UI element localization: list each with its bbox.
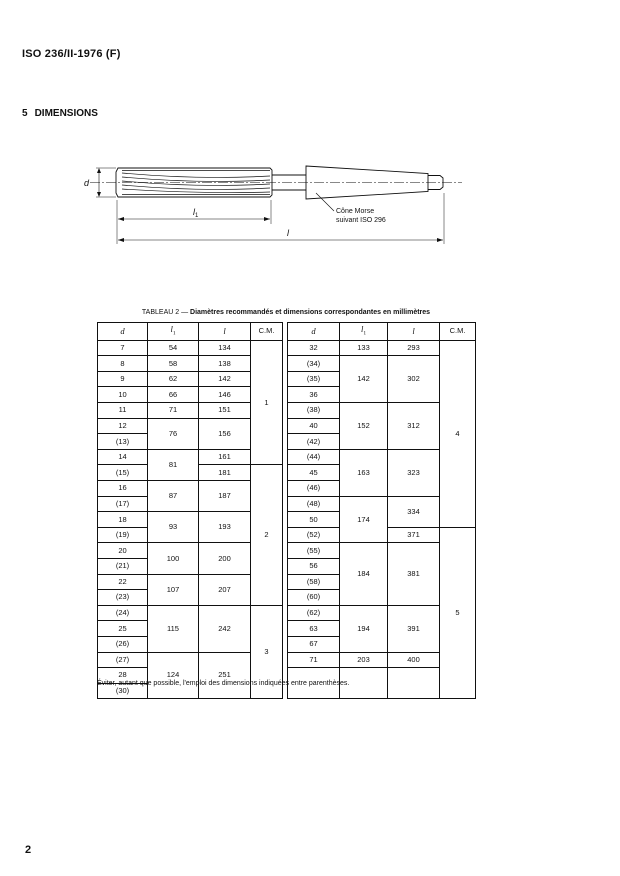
cell-l1: 71 <box>148 403 199 419</box>
document-id: ISO 236/II-1976 (F) <box>22 48 121 60</box>
cell-l-right: 302 <box>388 356 440 403</box>
cell-d: 9 <box>98 371 148 387</box>
cell-d: (21) <box>98 559 148 575</box>
table-row <box>98 605 476 621</box>
cell-d: (15) <box>98 465 148 481</box>
cell-l: 134 <box>199 340 251 356</box>
cell-l1-right: 203 <box>340 652 388 668</box>
cell-d-right: 40 <box>288 418 340 434</box>
table-row <box>98 543 476 559</box>
cell-l1: 124 <box>148 652 199 699</box>
cell-l1-right: 142 <box>340 356 388 403</box>
cell-d: 12 <box>98 418 148 434</box>
cell-l-right: 391 <box>388 605 440 652</box>
table-row <box>98 403 476 419</box>
cell-d-right: (60) <box>288 590 340 606</box>
cell-cm: 2 <box>251 465 283 605</box>
cell-l: 156 <box>199 418 251 449</box>
table-caption-main: Diamètres recommandés et dimensions correspondantes en millimètres <box>190 309 431 316</box>
cell-l: 161 <box>199 449 251 465</box>
cell-d: 18 <box>98 512 148 528</box>
cell-l1: 93 <box>148 512 199 543</box>
cell-d: 11 <box>98 403 148 419</box>
cell-d-right: (35) <box>288 371 340 387</box>
cell-d-right: 63 <box>288 621 340 637</box>
dimensions-table <box>97 322 476 699</box>
header-l1: $l_1$ <box>148 323 199 341</box>
cell-l: 251 <box>199 652 251 699</box>
cell-d: 10 <box>98 387 148 403</box>
cell-l1-right: 152 <box>340 403 388 450</box>
label-d: d <box>84 178 90 188</box>
cell-l1: 115 <box>148 605 199 652</box>
cell-l-right: 312 <box>388 403 440 450</box>
cell-l1: 62 <box>148 371 199 387</box>
header-d: d <box>98 323 148 341</box>
cell-d-right: (46) <box>288 481 340 497</box>
header-l: l <box>199 323 251 341</box>
cell-d-right: (34) <box>288 356 340 372</box>
header-cm: C.M. <box>251 323 283 341</box>
cell-cm-right: 5 <box>440 527 476 699</box>
cell-d: (27) <box>98 652 148 668</box>
cell-d: 22 <box>98 574 148 590</box>
cell-d-right: 36 <box>288 387 340 403</box>
callout-line-1: Cône Morse <box>336 208 375 215</box>
cell-d: (24) <box>98 605 148 621</box>
cell-d-right: (58) <box>288 574 340 590</box>
cell-d-right: (62) <box>288 605 340 621</box>
label-l: l <box>287 228 289 238</box>
cell-l1: 66 <box>148 387 199 403</box>
cell-l-right: 381 <box>388 543 440 605</box>
header-l-right: l <box>388 323 440 341</box>
empty-cell <box>388 668 440 699</box>
cell-l1: 54 <box>148 340 199 356</box>
cell-l: 146 <box>199 387 251 403</box>
cell-l1: 107 <box>148 574 199 605</box>
cell-l-right: 323 <box>388 449 440 496</box>
callout-line-2: suivant ISO 296 <box>336 217 386 224</box>
callout-leader <box>316 193 334 211</box>
cell-d-right: 56 <box>288 559 340 575</box>
cell-d: 14 <box>98 449 148 465</box>
cell-d: 16 <box>98 481 148 497</box>
cell-cm-right: 4 <box>440 340 476 527</box>
cell-d: 20 <box>98 543 148 559</box>
cell-l-right: 334 <box>388 496 440 527</box>
page-number: 2 <box>25 844 32 856</box>
cell-l: 242 <box>199 605 251 652</box>
cell-cm: 3 <box>251 605 283 699</box>
header-d-right: d <box>288 323 340 341</box>
cell-d-right: (38) <box>288 403 340 419</box>
cell-l: 200 <box>199 543 251 574</box>
cell-d: 8 <box>98 356 148 372</box>
table-row <box>98 356 476 372</box>
header-l1-right: $l_1$ <box>340 323 388 341</box>
cell-d-right: 32 <box>288 340 340 356</box>
cell-l1-right: 163 <box>340 449 388 496</box>
cell-l: 151 <box>199 403 251 419</box>
cell-d: 25 <box>98 621 148 637</box>
cell-d-right: (42) <box>288 434 340 450</box>
cell-d: (13) <box>98 434 148 450</box>
table-caption-lead: TABLEAU 2 — <box>141 309 191 316</box>
cell-l1: 87 <box>148 481 199 512</box>
cell-l1-right: 184 <box>340 543 388 605</box>
cell-l1: 58 <box>148 356 199 372</box>
section-number: 5 <box>22 108 28 119</box>
cell-d-right: (48) <box>288 496 340 512</box>
cell-d-right: 50 <box>288 512 340 528</box>
table-footnote: Éviter, autant que possible, l'emploi des dimensions indiquées entre parenthèses. <box>97 680 350 687</box>
header-cm-right: C.M. <box>440 323 476 341</box>
reamer-drawing <box>0 0 620 300</box>
cell-d: (19) <box>98 527 148 543</box>
cell-cm: 1 <box>251 340 283 465</box>
label-l1: $l_1$ <box>193 207 199 219</box>
cell-l-right: 400 <box>388 652 440 668</box>
cell-l: 187 <box>199 481 251 512</box>
cell-d-right: 45 <box>288 465 340 481</box>
cell-d: 28 <box>98 668 148 684</box>
cell-d: (26) <box>98 636 148 652</box>
cell-l1: 81 <box>148 449 199 480</box>
cell-d-right: (44) <box>288 449 340 465</box>
cell-d: (30) <box>98 683 148 699</box>
cell-d-right: 71 <box>288 652 340 668</box>
cell-d: (17) <box>98 496 148 512</box>
table-row <box>98 340 476 356</box>
section-title: DIMENSIONS <box>34 108 98 119</box>
cell-l1-right: 194 <box>340 605 388 652</box>
cell-l1: 76 <box>148 418 199 449</box>
cell-d: 7 <box>98 340 148 356</box>
cell-l1: 100 <box>148 543 199 574</box>
cell-l1-right: 174 <box>340 496 388 543</box>
table-caption <box>97 309 475 316</box>
table-header-row <box>98 323 476 341</box>
cell-l: 138 <box>199 356 251 372</box>
cell-l1-right: 133 <box>340 340 388 356</box>
cell-l: 193 <box>199 512 251 543</box>
cell-l: 181 <box>199 465 251 481</box>
cell-l: 207 <box>199 574 251 605</box>
cell-l: 142 <box>199 371 251 387</box>
cell-d-right: (52) <box>288 527 340 543</box>
cell-d: (23) <box>98 590 148 606</box>
cell-l-right: 293 <box>388 340 440 356</box>
table-row <box>98 449 476 465</box>
table-row <box>98 652 476 668</box>
cell-l-right: 371 <box>388 527 440 543</box>
cell-d-right: 67 <box>288 636 340 652</box>
cell-d-right: (55) <box>288 543 340 559</box>
